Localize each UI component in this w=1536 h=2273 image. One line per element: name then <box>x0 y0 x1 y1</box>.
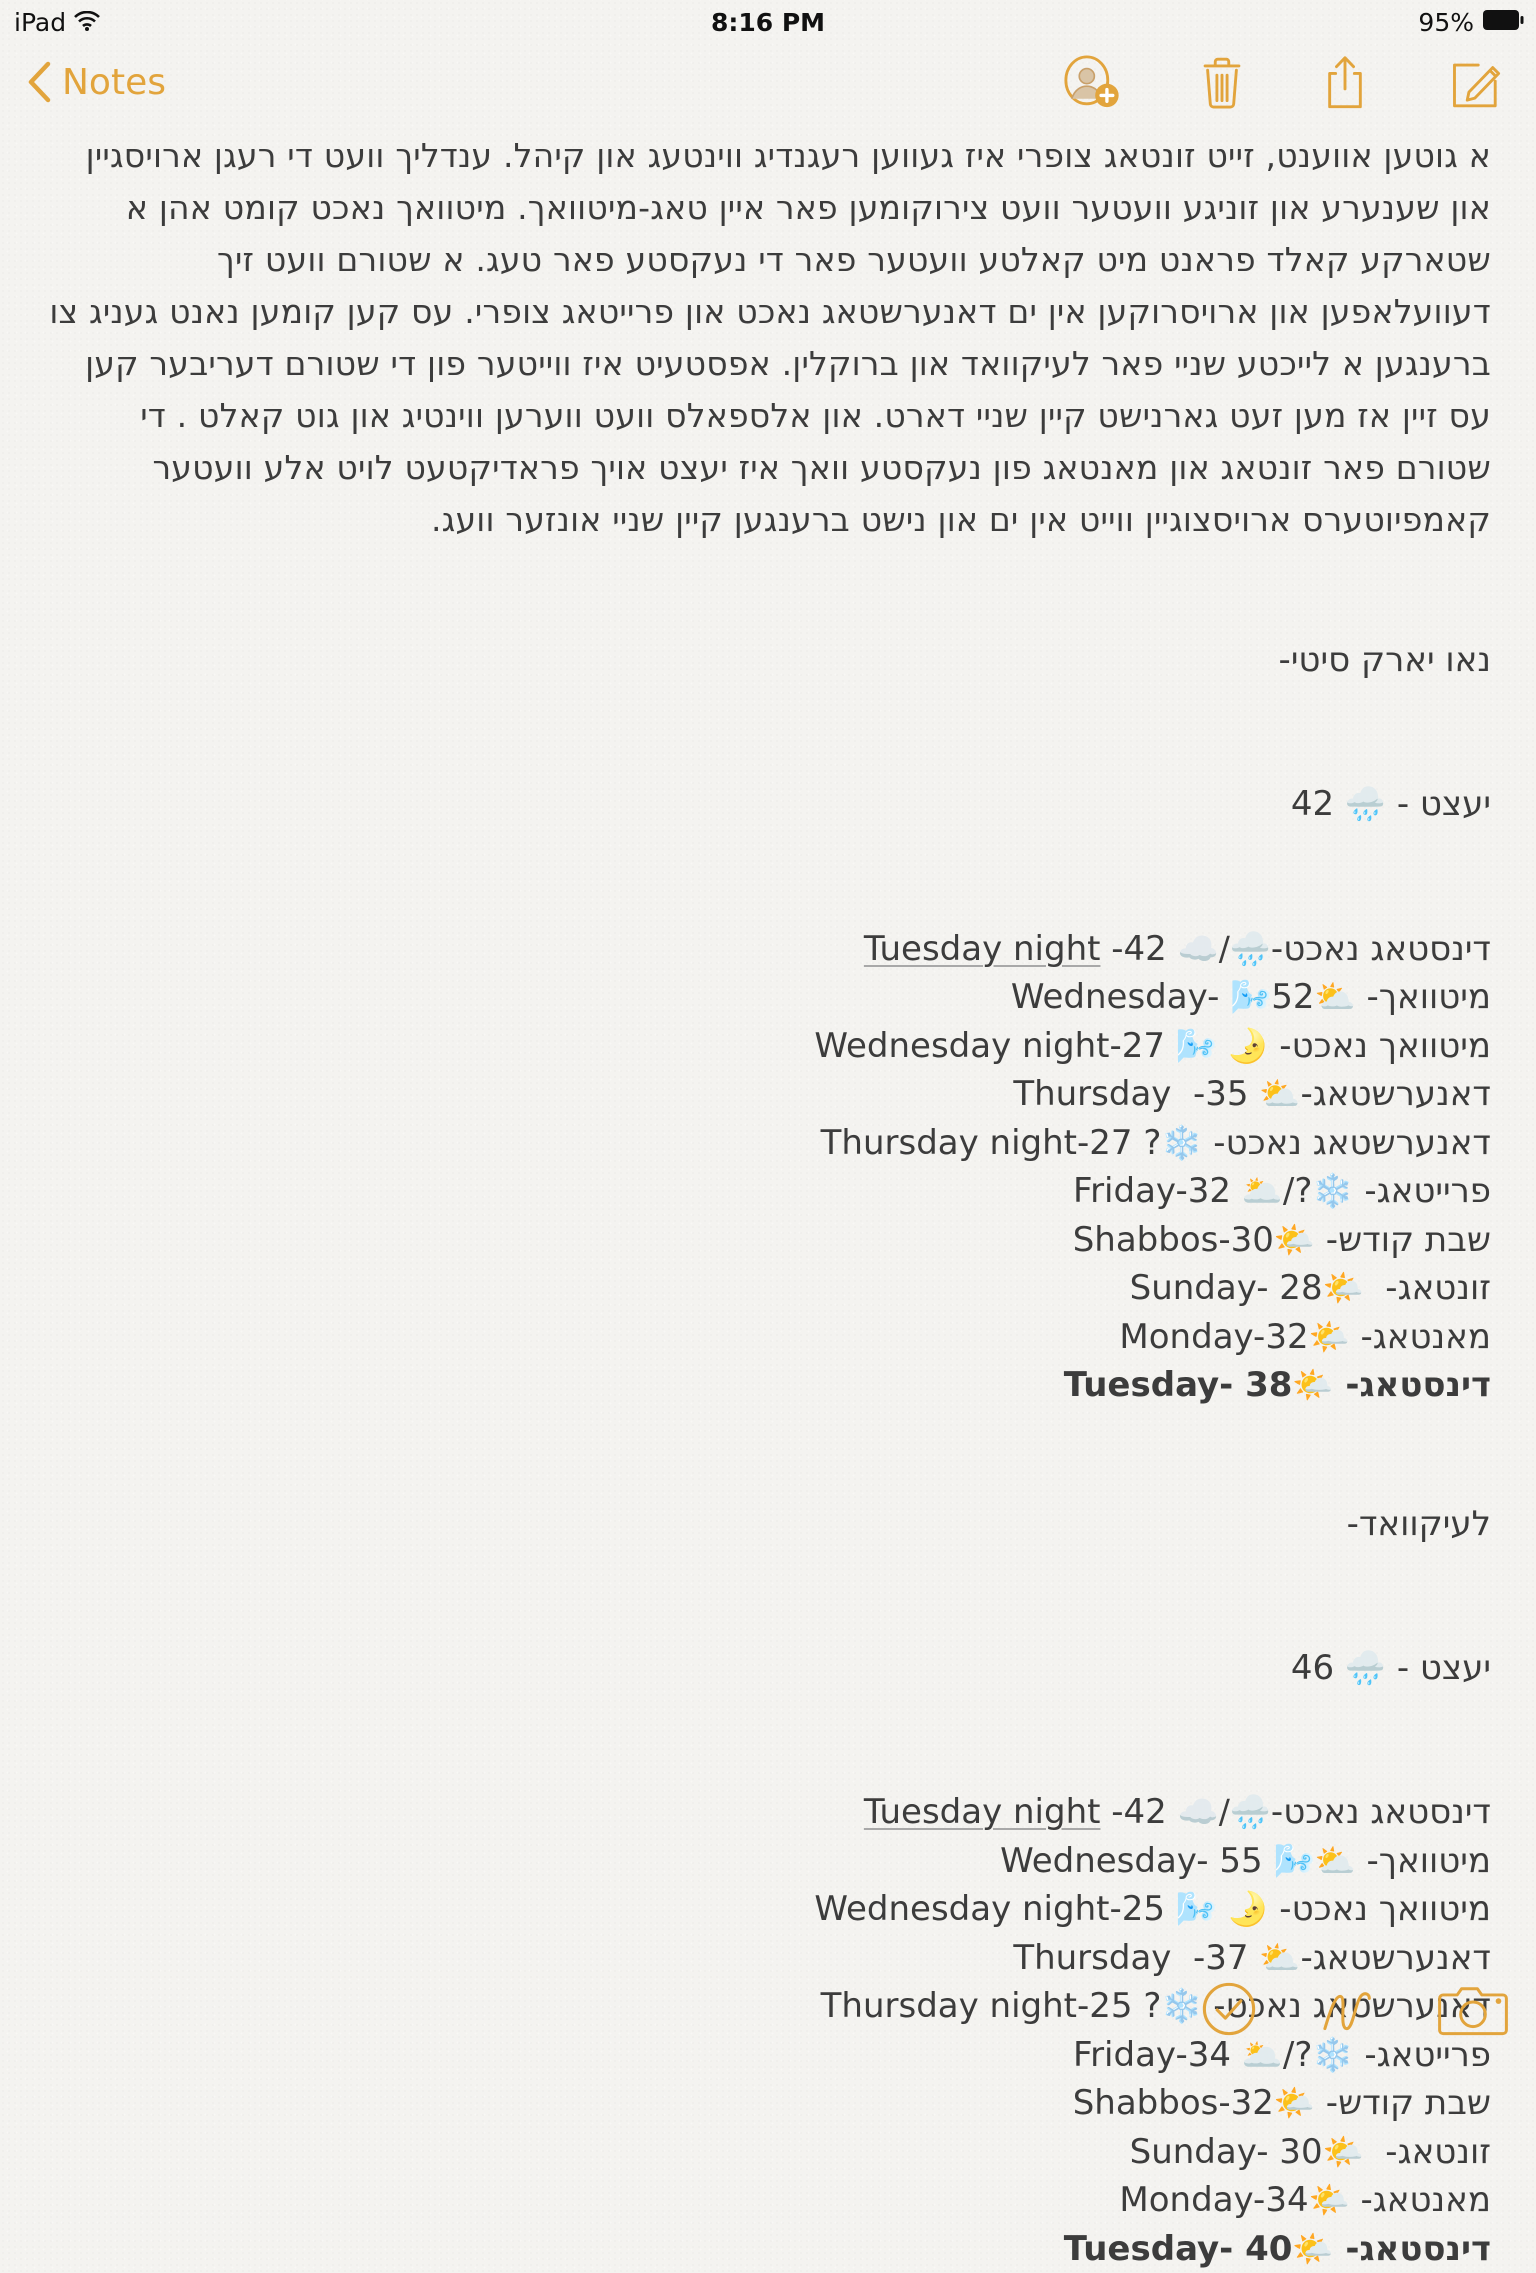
yiddish-label: דאנערשטאג נאכט- <box>1213 1123 1491 1163</box>
english-label: Sunday- 28 <box>1130 1268 1323 1308</box>
yiddish-label: דאנערשטאג נאכט- <box>1213 1986 1491 2026</box>
english-label: 52 <box>1271 977 1314 1017</box>
english-label <box>1386 784 1397 824</box>
english-label <box>1350 2180 1361 2220</box>
english-label: Thursday night-25 ? <box>821 1986 1162 2026</box>
note-content[interactable] <box>0 120 1536 2273</box>
english-label: /? <box>1283 1171 1313 1211</box>
back-label: Notes <box>62 62 166 103</box>
weather-emoji: 🌬️ 🌛 <box>1176 1026 1269 1065</box>
weather-emoji: 🌧️ <box>1345 1648 1386 1687</box>
english-label <box>1364 2132 1386 2172</box>
forecast-row <box>45 1022 1491 1071</box>
english-label <box>1333 1365 1345 1405</box>
weather-emoji: ☁️/🌧️ <box>1178 1792 1271 1831</box>
english-label: Wednesday- 55 <box>1000 1841 1273 1881</box>
yiddish-label: מיטוואך נאכט- <box>1279 1889 1491 1929</box>
weather-emoji: ❄️ <box>1161 1986 1202 2025</box>
weather-emoji: ⛅ <box>1259 1938 1300 1977</box>
clock: 8:16 PM <box>0 8 1536 37</box>
weather-emoji: 🌤️ <box>1309 1317 1350 1356</box>
english-label: Wednesday- <box>1011 977 1230 1017</box>
bottom-toolbar <box>1198 1978 1510 2040</box>
weather-emoji: 🌥️ <box>1242 1171 1283 1210</box>
yiddish-label: שבת קודש- <box>1326 2083 1491 2123</box>
english-label: /? <box>1283 2035 1313 2075</box>
english-label: Thursday -37 <box>1013 1938 1259 1978</box>
city-header: לעיקוואד- <box>45 1500 1491 1548</box>
forecast-row <box>45 1361 1491 1410</box>
forecast-row <box>45 2225 1491 2273</box>
english-label <box>1356 1841 1367 1881</box>
weather-emoji: ☁️/🌧️ <box>1178 929 1271 968</box>
english-label <box>1333 2229 1345 2269</box>
english-label: 46 <box>1291 1648 1345 1688</box>
forecast-row <box>45 925 1491 974</box>
weather-emoji: 🌤️ <box>1274 1220 1315 1259</box>
weather-emoji: 🌥️ <box>1242 2035 1283 2074</box>
weather-emoji: ❄️ <box>1312 1171 1353 1210</box>
english-label <box>1356 977 1367 1017</box>
weather-emoji: ❄️ <box>1161 1123 1202 1162</box>
english-label: Thursday -35 <box>1013 1074 1259 1114</box>
back-chevron-icon <box>26 60 52 104</box>
english-label <box>1354 2035 1365 2075</box>
forecast-row <box>45 1216 1491 1265</box>
forecast-row <box>45 1313 1491 1362</box>
english-label: Tuesday- 38 <box>1064 1365 1293 1405</box>
english-label: 42 <box>1291 784 1345 824</box>
forecast-row <box>45 1934 1491 1983</box>
trash-icon[interactable] <box>1200 54 1244 110</box>
status-bar <box>0 0 1536 44</box>
weather-emoji: 🌤️ <box>1323 2132 1364 2171</box>
weather-emoji: 🌬️⛅ <box>1273 1841 1355 1880</box>
weather-emoji: 🌧️ <box>1345 784 1386 823</box>
compose-icon[interactable] <box>1446 54 1502 110</box>
yiddish-label: מיטוואך- <box>1366 977 1491 1017</box>
city-header: נאו יארק סיטי- <box>45 636 1491 684</box>
yiddish-label: דינסטאג נאכט- <box>1271 929 1491 969</box>
nav-bar <box>0 44 1536 120</box>
yiddish-label: דאנערשטאג- <box>1300 1074 1491 1114</box>
forecast-row <box>45 2176 1491 2225</box>
yiddish-label: זונטאג- <box>1385 2132 1491 2172</box>
add-people-icon[interactable] <box>1060 55 1122 109</box>
english-label <box>1268 1026 1279 1066</box>
sketch-icon[interactable] <box>1316 1978 1380 2040</box>
yiddish-label: מאנטאג- <box>1361 2180 1492 2220</box>
english-label: Sunday- 30 <box>1130 2132 1323 2172</box>
note-paragraph: א גוטען אווענט, זייט זונטאג צופרי איז געווען רעגנדיג ווינטעג און קיהל. ענדליך וועט די רעגן ארויסגיין און שענערע און זוניגע וועטער וועט צירוקומען פאר איין טאג-מיטוואך. מיטוואך נאכט קומט אהן א שטארקע קאלד פראנט מיט קאלטע וועטער פאר די נעקסטע פאר טעג. א שטורם וועט זיך דעוועלאפען און ארויסרוקען אין ים דאנערשטאג נאכט און פרייטאג צופרי. עס קען קומען נאנט געניג צו ברענגען א לייכטע שניי פאר לעיקוואד און ברוקלין. אפסטעיט איז ווייטער פון די שטורם דעריבער קען עס זיין אז מען זעט גארנישט קיין שניי דארט. און אלספאלס וועט ווערען ווינטיג און גוט קאלט . די שטורם פאר זונטאג און מאנטאג פון נעקסטע וואך איז יעצט אויך פראדיקטעט לויט אלע וועטער קאמפיוטערס ארויסצוגיין ווייט אין ים און נישט ברענגען קיין שניי אונזער וועג. <box>45 130 1491 546</box>
yiddish-label: דינסטאג- <box>1345 1365 1491 1405</box>
yiddish-label: דינסטאג נאכט- <box>1271 1792 1491 1832</box>
english-label: Wednesday night-27 <box>814 1026 1175 1066</box>
english-label <box>1364 1268 1386 1308</box>
weather-emoji: 🌤️ <box>1309 2180 1350 2219</box>
weather-emoji: 🌤️ <box>1292 2229 1333 2268</box>
date-link[interactable]: Tuesday night <box>864 1792 1101 1832</box>
forecast-row <box>45 2128 1491 2177</box>
date-link[interactable]: Tuesday night <box>864 929 1101 969</box>
english-label: Friday-34 <box>1073 2035 1242 2075</box>
english-label <box>1202 1123 1213 1163</box>
english-label <box>1268 1889 1279 1929</box>
weather-emoji: ⛅ <box>1315 977 1356 1016</box>
forecast-row <box>45 1070 1491 1119</box>
current-temp-row <box>45 1644 1491 1693</box>
yiddish-label: יעצט - <box>1397 1648 1491 1688</box>
english-label: Shabbos-32 <box>1073 2083 1274 2123</box>
yiddish-label: זונטאג- <box>1385 1268 1491 1308</box>
current-temp-row <box>45 780 1491 829</box>
battery-percent: 95% <box>1418 8 1474 37</box>
forecast-list <box>45 925 1491 1410</box>
forecast-row <box>45 1119 1491 1168</box>
yiddish-label: יעצט - <box>1397 784 1491 824</box>
yiddish-label: שבת קודש- <box>1326 1220 1491 1260</box>
checklist-icon[interactable] <box>1198 1978 1260 2040</box>
english-label: Tuesday- 40 <box>1064 2229 1293 2269</box>
english-label <box>1386 1648 1397 1688</box>
english-label <box>1315 1220 1326 1260</box>
back-button[interactable] <box>0 60 166 104</box>
share-icon[interactable] <box>1322 53 1368 111</box>
weather-emoji: 🌬️ 🌛 <box>1176 1889 1269 1928</box>
english-label: -42 <box>1100 1792 1177 1832</box>
forecast-row <box>45 1167 1491 1216</box>
yiddish-label: מאנטאג- <box>1361 1317 1492 1357</box>
weather-emoji: 🌬️ <box>1230 977 1271 1016</box>
forecast-row <box>45 973 1491 1022</box>
english-label <box>1354 1171 1365 1211</box>
yiddish-label: פרייטאג- <box>1364 2035 1491 2075</box>
yiddish-label: מיטוואך- <box>1366 1841 1491 1881</box>
weather-emoji: 🌤️ <box>1292 1365 1333 1404</box>
english-label: Monday-32 <box>1119 1317 1308 1357</box>
yiddish-label: דאנערשטאג- <box>1300 1938 1491 1978</box>
english-label: Shabbos-30 <box>1073 1220 1274 1260</box>
english-label: Friday-32 <box>1073 1171 1242 1211</box>
forecast-row <box>45 1788 1491 1837</box>
forecast-row <box>45 1837 1491 1886</box>
forecast-row <box>45 1264 1491 1313</box>
yiddish-label: דינסטאג- <box>1345 2229 1491 2269</box>
forecast-row <box>45 2079 1491 2128</box>
english-label: -42 <box>1100 929 1177 969</box>
weather-emoji: 🌤️ <box>1323 1268 1364 1307</box>
english-label: Thursday night-27 ? <box>821 1123 1162 1163</box>
weather-emoji: ❄️ <box>1312 2035 1353 2074</box>
weather-emoji: 🌤️ <box>1274 2083 1315 2122</box>
english-label <box>1350 1317 1361 1357</box>
yiddish-label: פרייטאג- <box>1364 1171 1491 1211</box>
english-label: Monday-34 <box>1119 2180 1308 2220</box>
forecast-row <box>45 1885 1491 1934</box>
weather-emoji: ⛅ <box>1259 1074 1300 1113</box>
english-label: Wednesday night-25 <box>814 1889 1175 1929</box>
device-label: iPad <box>14 8 66 37</box>
english-label <box>1315 2083 1326 2123</box>
yiddish-label: מיטוואך נאכט- <box>1279 1026 1491 1066</box>
camera-icon[interactable] <box>1436 1980 1510 2038</box>
